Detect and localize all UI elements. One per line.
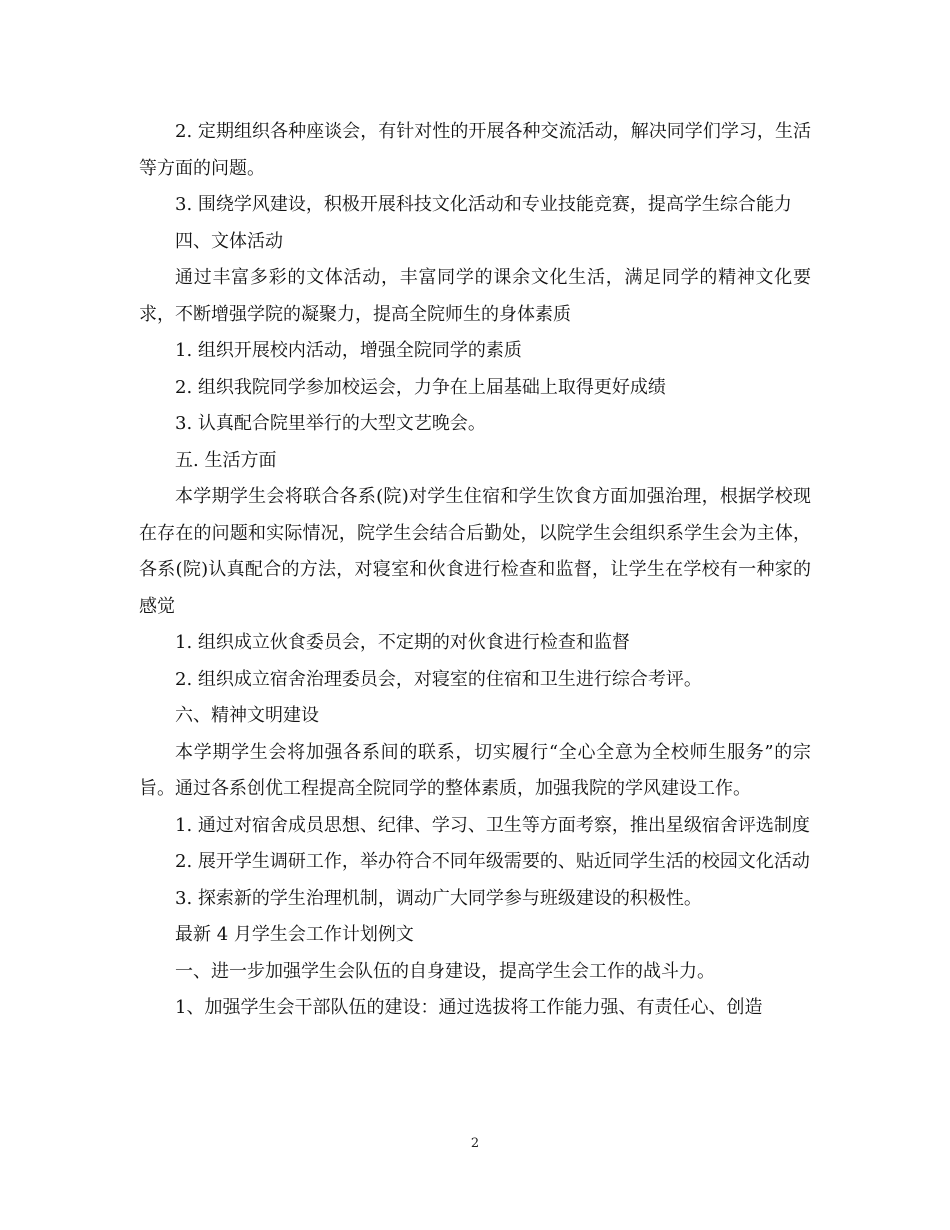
paragraph-1: 2. 定期组织各种座谈会，有针对性的开展各种交流活动，解决同学们学习，生活等方面的问题。 [139, 121, 811, 179]
paragraph-5: 2. 组织我院同学参加校运会，力争在上届基础上取得更好成绩 [175, 376, 666, 398]
paragraph-13: 3. 探索新的学生治理机制，调动广大同学参与班级建设的积极性。 [175, 887, 702, 909]
page-number: 2 [470, 1136, 480, 1151]
paragraph-14: 1、加强学生会干部队伍的建设：通过选拔将工作能力强、有责任心、创造 [175, 997, 763, 1018]
paragraph-2: 3. 围绕学风建设，积极开展科技文化活动和专业技能竞赛，提高学生综合能力 [175, 194, 792, 215]
paragraph-7: 本学期学生会将联合各系(院)对学生住宿和学生饮食方面加强治理，根据学校现在存在的问题和实际情况，院学生会结合后勤处，以院学生会组织系学生会为主体，各系(院)认真配合的方法，对寝室和伙食进行检查和监督，让学生在学校有一种家的感觉 [139, 486, 811, 617]
paragraph-8: 1. 组织成立伙食委员会，不定期的对伙食进行检查和监督 [175, 632, 630, 653]
paragraph-3: 通过丰富多彩的文体活动，丰富同学的课余文化生活，满足同学的精神文化要求，不断增强学院的凝聚力，提高全院师生的身体素质 [139, 267, 811, 325]
section-heading-1: 一、进一步加强学生会队伍的自身建设，提高学生会工作的战斗力。 [175, 960, 715, 982]
document-body [139, 114, 811, 1027]
paragraph-12: 2. 展开学生调研工作，举办符合不同年级需要的、贴近同学生活的校园文化活动 [175, 851, 810, 872]
section-title-example: 最新 4 月学生会工作计划例文 [175, 924, 414, 945]
section-heading-4: 四、文体活动 [175, 230, 283, 252]
section-heading-5: 五. 生活方面 [175, 449, 277, 471]
paragraph-4: 1. 组织开展校内活动，增强全院同学的素质 [175, 340, 522, 361]
paragraph-6: 3. 认真配合院里举行的大型文艺晚会。 [175, 413, 486, 434]
paragraph-11: 1. 通过对宿舍成员思想、纪律、学习、卫生等方面考察，推出星级宿舍评选制度 [175, 814, 810, 836]
section-heading-6: 六、精神文明建设 [175, 705, 319, 726]
paragraph-10: 本学期学生会将加强各系间的联系，切实履行“全心全意为全校师生服务”的宗旨。通过各系创优工程提高全院同学的整体素质，加强我院的学风建设工作。 [139, 741, 811, 799]
paragraph-9: 2. 组织成立宿舍治理委员会，对寝室的住宿和卫生进行综合考评。 [175, 668, 702, 690]
